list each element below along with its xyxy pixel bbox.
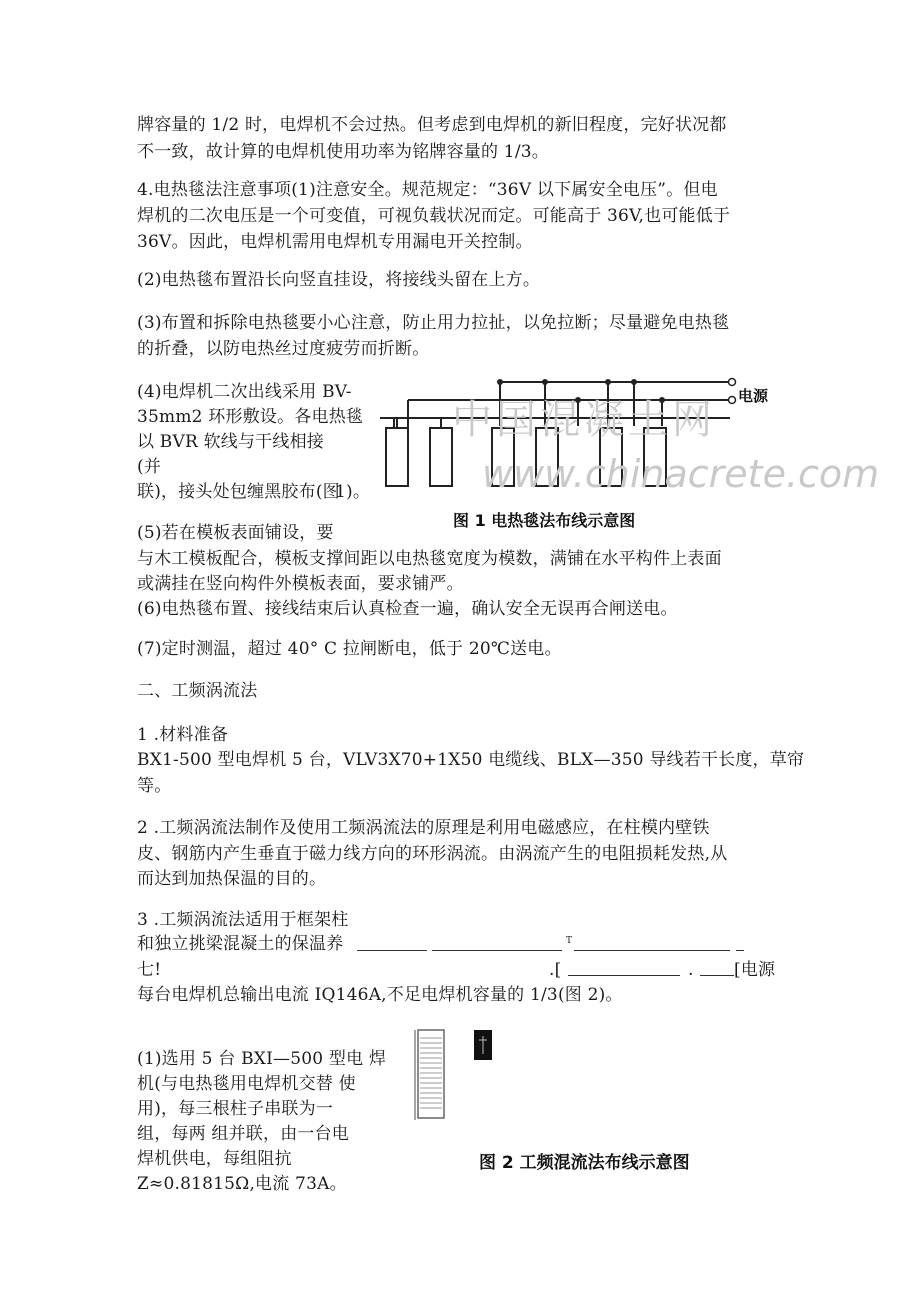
- paragraph-line: (2)电热毯布置沿长向竖直挂设，将接线头留在上方。: [137, 270, 541, 290]
- figure-2-black-block: [474, 1030, 492, 1060]
- paragraph-line: 和独立挑梁混凝土的保温养: [137, 934, 344, 954]
- paragraph-line: 不一致，故计算的电焊机使用功率为铭牌容量的 1/3。: [137, 142, 549, 162]
- artifact-mark: T: [566, 936, 573, 946]
- paragraph-line: 1 .材料准备: [137, 725, 229, 745]
- paragraph-line: 而达到加热保温的目的。: [137, 869, 327, 889]
- paragraph-line: 机(与电热毯用电焊机交替 使: [137, 1074, 356, 1094]
- paragraph-line: (1)选用 5 台 BXI—500 型电 焊: [137, 1049, 387, 1069]
- underline-rule: [432, 950, 562, 951]
- paragraph-line: (4)电焊机二次出线采用 BV-: [137, 382, 352, 402]
- power-label: 电源: [738, 387, 769, 405]
- paragraph-line: 焊机供电，每组阻抗: [137, 1149, 292, 1169]
- watermark-cn: 中国混凝土网: [452, 397, 716, 443]
- paragraph-line: (6)电热毯布置、接线结束后认真检查一遍，确认安全无误再合闸送电。: [137, 599, 678, 619]
- paragraph-line: 2 .工频涡流法制作及使用工频涡流法的原理是利用电磁感应，在柱模内壁铁: [137, 818, 710, 838]
- figure-2-svg: [412, 1028, 452, 1122]
- paragraph-line: 焊机的二次电压是一个可变值，可视负载状况而定。可能高于 36V,也可能低于: [137, 206, 731, 226]
- underline-rule: [736, 950, 744, 951]
- underline-rule: [574, 950, 730, 951]
- paragraph-line: 皮、钢筋内产生垂直于磁力线方向的环形涡流。由涡流产生的电阻损耗发热,从: [137, 844, 728, 864]
- paragraph-line: 每台电焊机总输出电流 IQ146A,不足电焊机容量的 1/3(图 2)。: [137, 985, 623, 1005]
- paragraph-line: 与木工模板配合，模板支撑间距以电热毯宽度为模数，满铺在水平构件上表面: [137, 549, 722, 569]
- figure-1-caption: 图 1 电热毯法布线示意图: [453, 511, 636, 530]
- paragraph-fragment: .[: [549, 960, 562, 980]
- paragraph-line: 牌容量的 1/2 时，电焊机不会过热。但考虑到电焊机的新旧程度，完好状况都: [137, 115, 727, 135]
- paragraph-line: 七!: [137, 960, 162, 980]
- paragraph-line: 或满挂在竖向构件外模板表面，要求铺严。: [137, 574, 464, 594]
- paragraph-line: 1)。: [335, 482, 371, 502]
- paragraph-line: 以 BVR 软线与干线相接: [137, 432, 324, 452]
- figure-1-wiring-diagram: [380, 368, 880, 508]
- underline-rule: [357, 950, 427, 951]
- paragraph-line: 3 .工频涡流法适用于框架柱: [137, 910, 349, 930]
- underline-rule: [700, 975, 734, 976]
- paragraph-line: (并: [137, 457, 162, 477]
- paragraph-line: 35mm2 环形敷设。各电热毯: [137, 407, 364, 427]
- paragraph-line: 4.电热毯法注意事项(1)注意安全。规范规定：“36V 以下属安全电压”。但电: [137, 180, 718, 200]
- paragraph-line: 组，每两 组并联，由一台电: [137, 1124, 350, 1144]
- paragraph-line: Z≈0.81815Ω,电流 73A。: [137, 1174, 347, 1194]
- paragraph-line: BX1-500 型电焊机 5 台，VLV3X70+1X50 电缆线、BLX—350 导线若干长度，草帘: [137, 750, 805, 770]
- paragraph-line: (5)若在模板表面铺设，要: [137, 523, 334, 543]
- paragraph-fragment: .: [688, 960, 694, 980]
- figure-2-column-mold: [412, 1028, 452, 1122]
- underline-rule: [568, 975, 680, 976]
- figure-2-caption: 图 2 工频混流法布线示意图: [479, 1153, 690, 1173]
- paragraph-line: 36V。因此，电焊机需用电焊机专用漏电开关控制。: [137, 232, 533, 252]
- paragraph-line: 的折叠，以防电热丝过度疲劳而折断。: [137, 339, 430, 359]
- paragraph-line: 联)，接头处包缠黑胶布(图: [137, 482, 340, 502]
- watermark-en: www.chinacrete.com: [482, 452, 880, 496]
- paragraph-line: 用)，每三根柱子串联为一: [137, 1099, 334, 1119]
- section-heading: 二、工频涡流法: [137, 681, 258, 701]
- paragraph-fragment: [电源: [734, 960, 776, 980]
- paragraph-line: (3)布置和拆除电热毯要小心注意，防止用力拉扯，以免拉断；尽量避免电热毯: [137, 313, 730, 333]
- paragraph-line: (7)定时测温，超过 40° C 拉闸断电，低于 20℃送电。: [137, 639, 562, 659]
- paragraph-line: 等。: [137, 776, 172, 796]
